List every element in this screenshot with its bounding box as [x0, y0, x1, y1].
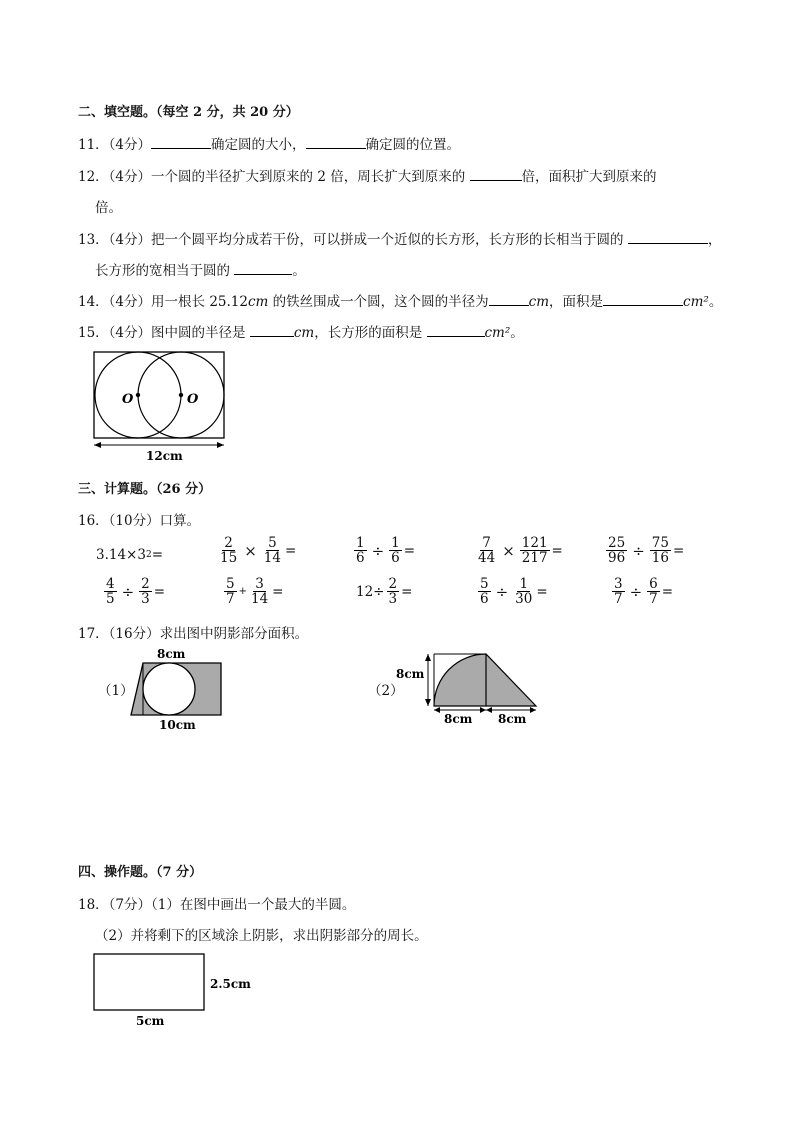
fraction: $\frac{3}{7}$ [614, 576, 623, 608]
question-number: 11．（4分） [78, 137, 152, 153]
equals-sign: = [151, 547, 164, 563]
operator: ÷ [629, 582, 643, 601]
arrow-right-icon [217, 442, 224, 448]
question-17 [78, 622, 308, 642]
unit: cm [293, 325, 315, 341]
question-text: 。 [510, 325, 524, 341]
center-dot-left [136, 393, 140, 397]
equals-sign: = [661, 583, 674, 600]
question-text: 用一根长 25.12 [151, 294, 248, 310]
question-12-continued: 倍。 [95, 200, 122, 216]
dimension-label: 12cm [146, 449, 183, 463]
answer-blank[interactable] [234, 260, 292, 275]
question-text: 。 [708, 294, 723, 310]
answer-blank[interactable] [427, 322, 485, 337]
question-text: 图中圆的半径是 [151, 325, 246, 341]
section-title-operation: 四、操作题。（7 分） [78, 865, 203, 880]
calc-expression-8 [356, 577, 412, 606]
equals-sign: = [536, 583, 548, 600]
operator: ÷ [371, 541, 385, 560]
fraction: $\frac{5}{14}$ [263, 535, 281, 567]
answer-blank[interactable] [151, 134, 211, 149]
calc-expression-7 [222, 577, 283, 606]
operator: ÷ [632, 541, 645, 560]
calc-expression-3 [352, 536, 415, 565]
question-text: 口算。 [159, 513, 201, 529]
answer-blank[interactable] [306, 134, 366, 149]
arrow-left-icon [94, 442, 101, 448]
fraction: $\frac{2}{15}$ [220, 535, 238, 567]
answer-blank[interactable] [628, 229, 708, 244]
question-14 [78, 290, 722, 310]
fraction: $\frac{2}{3}$ [388, 576, 398, 608]
operator: ÷ [121, 582, 135, 601]
question-text: 的铁丝围成一个圆，这个圆的半径为 [268, 294, 489, 310]
unit: cm² [484, 325, 511, 341]
equals-sign: = [284, 542, 297, 559]
figure-label-2: （2） [368, 683, 404, 699]
question-number: 16．（10分） [78, 513, 160, 529]
question-number: 12．（4分） [78, 169, 152, 185]
equals-sign: = [272, 583, 284, 600]
arrow-right-icon [480, 707, 486, 713]
question-number: 14．（4分） [78, 294, 152, 310]
rectangle [94, 352, 224, 438]
question-text: ， [707, 232, 722, 248]
answer-blank[interactable] [489, 291, 529, 306]
calc-expression-4 [474, 536, 563, 565]
question-text: 长方形的宽相当于圆的 [95, 263, 230, 279]
figure-two-circles-rectangle [90, 348, 230, 463]
width-label-1: 8cm [444, 712, 473, 726]
calc-term: 3.14×3 [96, 547, 146, 563]
inner-circle [143, 663, 195, 715]
fraction: $\frac{6}{7}$ [649, 576, 658, 608]
equals-sign: = [153, 583, 166, 600]
answer-blank[interactable] [603, 291, 683, 306]
question-text: ，长方形的面积是 [314, 325, 423, 341]
question-text: 确定圆的位置。 [365, 137, 461, 153]
fraction: $\frac{1}{6}$ [356, 535, 365, 567]
fraction: $\frac{1}{30}$ [515, 576, 533, 608]
question-text: 确定圆的大小， [211, 137, 306, 153]
arrow-right-icon [530, 707, 536, 713]
arrow-up-icon [425, 654, 431, 661]
operator: × [244, 541, 257, 560]
calc-expression-5 [604, 536, 684, 565]
question-text: ，面积是 [549, 294, 604, 310]
section-title-fill-in: 二、填空题。（每空 2 分，共 20 分） [78, 105, 299, 120]
figure-rectangle[interactable] [90, 950, 255, 1030]
center-label-right: O [187, 392, 199, 407]
fraction: $\frac{121}{217}$ [521, 535, 548, 567]
equals-sign: = [403, 542, 416, 559]
question-16 [78, 509, 200, 529]
question-text: 。 [292, 263, 306, 279]
figure-trapezoid-circle [125, 645, 225, 733]
question-text: 求出图中阴影部分面积。 [159, 626, 309, 642]
arrow-left-icon [486, 707, 492, 713]
unit: cm [528, 294, 550, 310]
equals-sign: = [672, 542, 685, 559]
calc-expression-2 [216, 536, 296, 565]
question-number: 13．（4分） [78, 232, 152, 248]
question-18 [78, 893, 355, 913]
fraction: $\frac{5}{6}$ [480, 576, 489, 608]
question-text: 倍，面积扩大到原来的 [521, 169, 657, 185]
question-13 [78, 228, 721, 248]
unit: cm [247, 294, 269, 310]
fraction: $\frac{4}{5}$ [106, 576, 115, 608]
question-11 [78, 133, 460, 153]
question-text: 一个圆的半径扩大到原来的 2 倍，周长扩大到原来的 [151, 169, 466, 185]
exponent: 2 [145, 550, 152, 560]
calc-expression-10 [610, 577, 673, 606]
equals-sign: = [401, 583, 413, 600]
fraction: $\frac{2}{3}$ [141, 576, 150, 608]
fraction: $\frac{3}{14}$ [250, 576, 269, 608]
calc-expression-6 [102, 577, 165, 606]
question-15 [78, 321, 524, 341]
operator: + [238, 586, 247, 598]
question-number: 18．（7分） [78, 897, 152, 913]
calc-expression-9 [476, 577, 548, 606]
fraction: $\frac{25}{96}$ [608, 535, 626, 567]
arrow-down-icon [425, 699, 431, 706]
width-label-2: 8cm [498, 712, 527, 726]
operator: ÷ [495, 582, 509, 601]
question-13-continued [95, 259, 306, 279]
fraction: $\frac{5}{7}$ [226, 576, 235, 608]
width-label: 5cm [136, 1014, 165, 1028]
fraction: $\frac{7}{44}$ [478, 535, 496, 567]
question-18-part-2: （2）并将剩下的区域涂上阴影，求出阴影部分的周长。 [95, 928, 428, 944]
center-label-left: O [122, 392, 134, 407]
question-number: 17．（16分） [78, 626, 160, 642]
question-number: 15．（4分） [78, 325, 152, 341]
arrow-left-icon [434, 707, 440, 713]
figure-quarter-circle-triangle [394, 648, 544, 726]
calc-term: 12÷ [356, 583, 385, 600]
answer-blank[interactable] [470, 166, 522, 181]
center-dot-right [179, 393, 183, 397]
height-label: 8cm [396, 667, 425, 681]
answer-blank[interactable] [250, 322, 294, 337]
operator: × [502, 541, 515, 560]
bottom-length-label: 10cm [159, 718, 196, 732]
calc-expression-1 [96, 538, 163, 572]
fraction: $\frac{1}{6}$ [391, 535, 400, 567]
question-12 [78, 165, 657, 185]
top-length-label: 8cm [157, 647, 186, 661]
height-label: 2.5cm [210, 977, 251, 991]
rectangle[interactable] [94, 954, 204, 1010]
question-text: （1）在图中画出一个最大的半圆。 [151, 897, 356, 913]
question-text: 把一个圆平均分成若干份，可以拼成一个近似的长方形，长方形的长相当于圆的 [151, 232, 624, 248]
unit: cm² [683, 294, 709, 310]
fraction: $\frac{75}{16}$ [651, 535, 669, 567]
equals-sign: = [551, 542, 563, 559]
figure-label-1: （1） [98, 683, 134, 699]
section-title-calculation: 三、计算题。（26 分） [78, 482, 212, 497]
